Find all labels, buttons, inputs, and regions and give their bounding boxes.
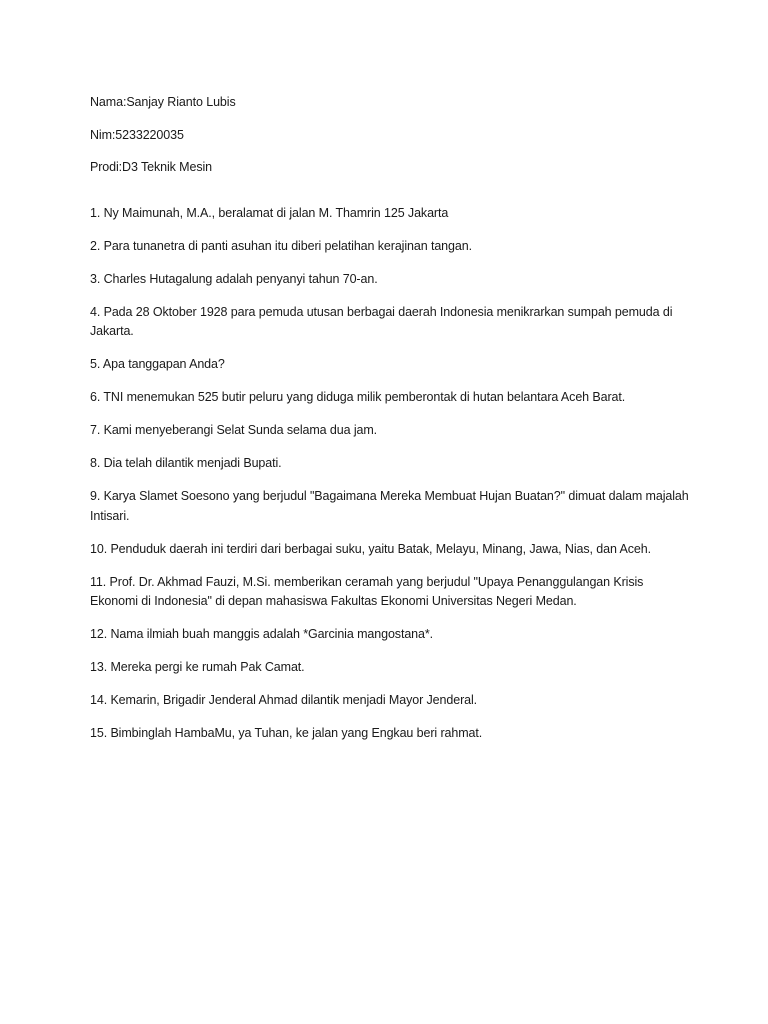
sentence-item: 8. Dia telah dilantik menjadi Bupati. [90, 456, 282, 470]
sentence-item: 9. Karya Slamet Soesono yang berjudul "Bagaimana Mereka Membuat Hujan Buatan?" dimuat dalam majalah Intisari. [90, 489, 689, 523]
student-nim: Nim:5233220035 [90, 127, 184, 142]
sentence-item: 5. Apa tanggapan Anda? [90, 357, 225, 371]
sentence-item: 7. Kami menyeberangi Selat Sunda selama dua jam. [90, 423, 378, 437]
student-info [90, 93, 690, 178]
student-prodi: Prodi:D3 Teknik Mesin [90, 160, 213, 174]
sentence-item: 4. Pada 28 Oktober 1928 para pemuda utusan berbagai daerah Indonesia menikrarkan sumpah pemuda di Jakarta. [90, 304, 673, 338]
sentence-item: 3. Charles Hutagalung adalah penyanyi tahun 70-an. [90, 271, 378, 286]
sentence-item: 13. Mereka pergi ke rumah Pak Camat. [90, 660, 305, 674]
sentence-item: 12. Nama ilmiah buah manggis adalah *Garcinia mangostana*. [90, 627, 434, 641]
sentence-item: 1. Ny Maimunah, M.A., beralamat di jalan M. Thamrin 125 Jakarta [90, 205, 449, 220]
sentence-item: 10. Penduduk daerah ini terdiri dari berbagai suku, yaitu Batak, Melayu, Minang, Jawa, Nias, dan Aceh. [90, 541, 651, 556]
sentence-item: 2. Para tunanetra di panti asuhan itu diberi pelatihan kerajinan tangan. [90, 238, 472, 253]
sentence-item: 14. Kemarin, Brigadir Jenderal Ahmad dilantik menjadi Mayor Jenderal. [90, 693, 478, 707]
sentence-item: 11. Prof. Dr. Akhmad Fauzi, M.Si. memberikan ceramah yang berjudul "Upaya Penanggulangan Krisis Ekonomi di Indonesia" di depan mahasiswa Fakultas Ekonomi Universitas Negeri Medan. [90, 574, 644, 608]
document-content [90, 93, 690, 757]
sentence-list [90, 204, 690, 744]
sentence-item: 15. Bimbinglah HambaMu, ya Tuhan, ke jalan yang Engkau beri rahmat. [90, 726, 483, 740]
student-name: Nama:Sanjay Rianto Lubis [90, 95, 236, 109]
sentence-item: 6. TNI menemukan 525 butir peluru yang diduga milik pemberontak di hutan belantara Aceh Barat. [90, 390, 626, 404]
